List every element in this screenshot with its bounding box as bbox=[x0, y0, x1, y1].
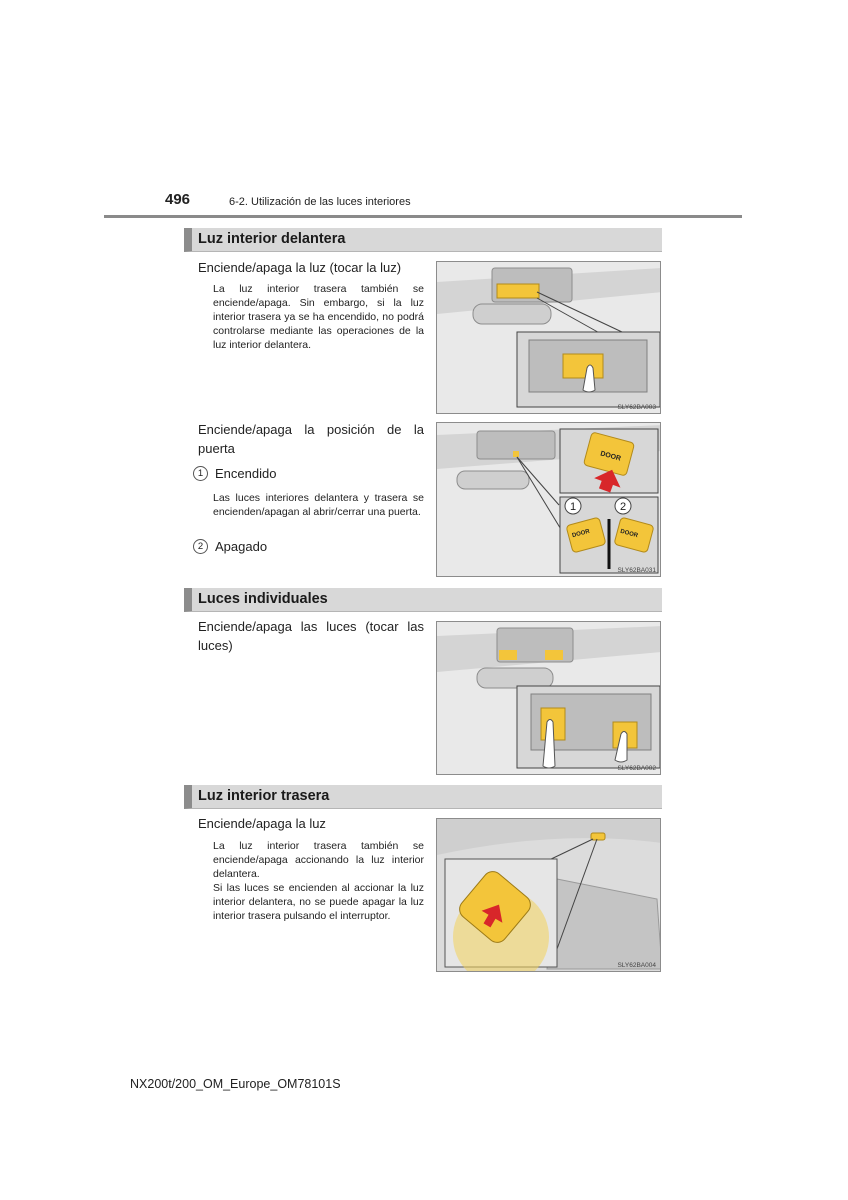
page-number: 496 bbox=[165, 191, 191, 208]
figure-rear-light bbox=[436, 818, 661, 972]
figure-code: SLY62BA002 bbox=[617, 765, 656, 772]
figure-code: SLY62BA003 bbox=[617, 404, 656, 411]
individual-lights-illustration bbox=[437, 622, 661, 775]
figure-code: SLY62BA031 bbox=[617, 567, 656, 574]
door-label: DOOR bbox=[619, 528, 639, 540]
chapter-title: 6-2. Utilización de las luces interiores bbox=[229, 196, 411, 208]
rear-light-note: La luz interior trasera también se enciende/apaga accionando la luz interior delantera. Si las luces se encienden al accionar la luz interior delantera, no se puede apagar la luz interior trasera pulsando el interruptor. bbox=[213, 840, 424, 922]
item-on bbox=[193, 466, 276, 481]
lead-text-rear: Enciende/apaga la luz bbox=[198, 816, 326, 831]
figure-individual-lights bbox=[436, 621, 661, 775]
item-off bbox=[193, 539, 267, 554]
section-heading-front-light bbox=[184, 228, 662, 252]
svg-text:2: 2 bbox=[619, 501, 627, 513]
front-console-illustration bbox=[437, 262, 661, 414]
section-heading-individual-lights bbox=[184, 588, 662, 612]
number-circle-1: 1 bbox=[193, 466, 208, 481]
section-heading-rear-light bbox=[184, 785, 662, 809]
lead-text-door-position: Enciende/apaga la posición de la puerta bbox=[198, 422, 424, 456]
lead-text-touch-light: Enciende/apaga la luz (tocar la luz) bbox=[198, 260, 402, 275]
section-title: Luz interior trasera bbox=[198, 788, 330, 804]
figure-code: SLY62BA004 bbox=[617, 962, 656, 969]
section-title: Luces individuales bbox=[198, 591, 328, 607]
door-switch-illustration bbox=[437, 423, 661, 577]
door-label: DOOR bbox=[571, 528, 591, 540]
lead-text-individual: Enciende/apaga las luces (tocar las luces) bbox=[198, 619, 424, 653]
manual-code-footer: NX200t/200_OM_Europe_OM78101S bbox=[130, 1077, 341, 1091]
item-on-description: Las luces interiores delantera y trasera se encienden/apagan al abrir/cerrar una puerta. bbox=[213, 492, 424, 518]
number-circle-2: 2 bbox=[193, 539, 208, 554]
rear-light-illustration bbox=[437, 819, 661, 972]
door-label: DOOR bbox=[599, 450, 622, 463]
item-on-label: Encendido bbox=[215, 466, 277, 481]
front-light-note: La luz interior trasera también se enciende/apaga. Sin embargo, si la luz interior trasera ya se ha encendido, no podrá controlarse mediante las operaciones de la luz interior delantera. bbox=[213, 283, 424, 351]
item-off-label: Apagado bbox=[215, 539, 268, 554]
figure-door-switch bbox=[436, 422, 661, 577]
svg-text:1: 1 bbox=[569, 501, 577, 513]
header-rule bbox=[104, 215, 742, 218]
figure-front-light-touch bbox=[436, 261, 661, 414]
section-title: Luz interior delantera bbox=[198, 231, 346, 247]
